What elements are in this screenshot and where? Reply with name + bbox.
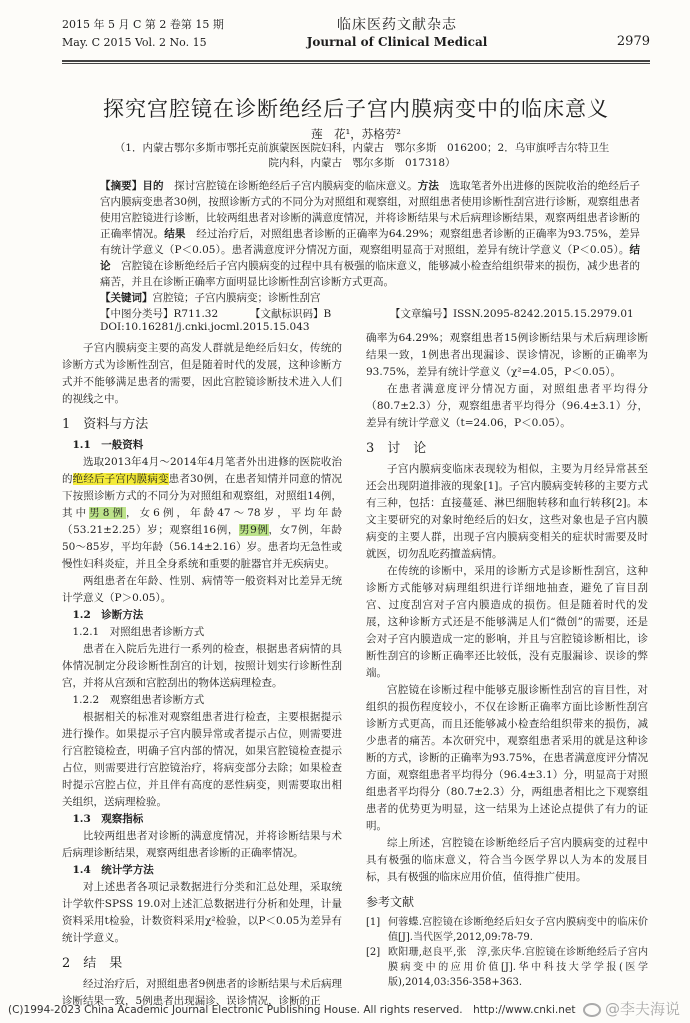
control-method-paragraph: 患者在入院后先进行一系列的检查，根据患者病情的具体情况制定分段诊断性刮宫的计划，按照计划实行诊断性刮宫，并将从宫颈和宫腔刮出的物体送病理检查。 <box>62 643 342 689</box>
section-2-heading: 2 结 果 <box>62 956 123 971</box>
reference-item <box>366 915 648 945</box>
comparison-paragraph: 两组患者在年龄、性别、病情等一般资料对比差异无统计学意义（P＞0.05）。 <box>62 575 342 604</box>
reference-text: 何蓉蝶.宫腔镜在诊断绝经后妇女子宫内膜病变中的临床价值[J].当代医学,2012,09:78-79. <box>388 917 648 943</box>
weibo-icon <box>583 1003 601 1017</box>
highlight-green-2: 男9例 <box>238 524 269 536</box>
abstract <box>100 178 640 290</box>
section-1-2-1-heading: 1.2.1 对照组患者诊断方式 <box>72 626 205 638</box>
authors: 莲 花¹，苏格劳² <box>311 127 401 141</box>
result-label: 结果 <box>164 228 186 240</box>
section-1-3-heading: 1.3 观察指标 <box>72 813 144 825</box>
results-continued: 确率为64.29%；观察组患者15例诊断结果与术后病理诊断结果一致，1例患者出现漏诊、误诊情况，诊断的正确率为93.75%，差异有统计学意义（χ²=4.05，P＜0.05）。 <box>366 332 648 378</box>
general-data-text-b: 患者30例，在患者知情并同意的情况下按照诊断方式的不同分为对照组和观察组，对照组14例，其中 <box>62 473 343 519</box>
references-heading: 参考文献 <box>366 895 415 909</box>
reference-text: 欧阳珊,赵良平,张 淳,张庆华.宫腔镜在诊断绝经后子宫内膜病变中的应用价值[J].华中科技大学学报(医学版),2014,03:356-358+363. <box>388 947 648 988</box>
statistics-paragraph: 对上述患者各项记录数据进行分类和汇总处理，采取统计学软件SPSS 19.0对上述汇总数据进行分析和处理，计量资料采用t检验，计数资料采用χ²检验，以P＜0.05为差异有统计学意义。 <box>62 881 342 944</box>
page-number: 2979 <box>616 34 650 49</box>
method-text: 选取笔者外出进修的医院收治的绝经后子宫内膜病变患者30例，按照诊断方式的不同分为对照组和观察组，对照组患者使用诊断性刮宫进行诊断，观察组患者使用宫腔镜进行诊断，比较两组患者对诊断的满意度情况，并将诊断结果与术后病理诊断结果，观察两组患者诊断的正确率情况。 <box>100 180 641 240</box>
highlight-green-1: 男8例 <box>89 507 127 519</box>
watermark <box>583 998 680 1019</box>
section-1-1-heading: 1.1 一般资料 <box>72 439 144 451</box>
general-data-text-c: ，女6例，年龄47～78岁，平均年龄（53.21±2.25）岁；观察组16例， <box>62 507 343 536</box>
general-data-paragraph <box>62 454 342 573</box>
purpose-text: 探讨宫腔镜在诊断绝经后子宫内膜病变的临床意义。 <box>174 180 418 192</box>
abstract-label: 【摘要】 <box>100 180 143 192</box>
section-1-2-heading: 1.2 诊断方法 <box>72 609 144 621</box>
reference-number: [1] <box>366 917 381 928</box>
issue-en: May. C 2015 Vol. 2 No. 15 <box>62 36 207 49</box>
reference-item <box>366 945 648 990</box>
clc-number: 【中图分类号】R711.32 <box>100 308 219 320</box>
section-1-heading: 1 资料与方法 <box>62 417 149 432</box>
section-1-4-heading: 1.4 统计学方法 <box>72 864 154 876</box>
observation-method-paragraph: 根据相关的标准对观察组患者进行检查，主要根据提示进行操作。如果提示子宫内膜异常或者提示占位，则需要进行宫腔镜检查，明确子宫内部的情况，如果宫腔镜检查提示占位，则需要进行宫腔镜治疗，将病变部分去除；如果检查时提示宫腔占位，并且伴有高度的恶性病变，则需要取出相关组织，送病理检验。 <box>62 711 342 808</box>
general-data-text-a: 选取2013年4月～2014年4月笔者外出进修的医院收治的 <box>62 456 342 485</box>
affiliation: （1．内蒙古鄂尔多斯市鄂托克前旗蒙医医院妇科，内蒙古 鄂尔多斯 016200；2．乌审旗呼吉尔特卫生院内科，内蒙古 鄂尔多斯 017318） <box>114 142 610 169</box>
discussion-paragraph-4: 综上所述，宫腔镜在诊断绝经后子宫内膜病变的过程中具有极强的临床意义，符合当今医学界以人为本的发展目标，具有极强的临床应用价值，值得推广使用。 <box>366 837 648 883</box>
left-column <box>62 340 342 1010</box>
indicators-paragraph: 比较两组患者对诊断的满意度情况，并将诊断结果与术后病理诊断结果，观察两组患者诊断的正确率情况。 <box>62 830 342 859</box>
intro-paragraph: 子宫内膜病变主要的高发人群就是绝经后妇女，传统的诊断方式为诊断性刮宫，但是随着时代的发展，这种诊断方式并不能够满足患者的需要，因此宫腔镜诊断技术进入人们的视线之中。 <box>62 342 342 405</box>
section-3-heading: 3 讨 论 <box>366 441 427 456</box>
copyright-footer: (C)1994-2023 China Academic Journal Electronic Publishing House. All rights reserved. http://www.cnki.net <box>8 1004 576 1016</box>
watermark-text: @李夫海说 <box>604 1000 680 1018</box>
purpose-label: 目的 <box>142 180 164 192</box>
section-1-2-2-heading: 1.2.2 观察组患者诊断方式 <box>72 694 205 706</box>
header-rule-thin <box>62 63 650 64</box>
keywords-label: 【关键词】 <box>100 292 153 304</box>
discussion-paragraph-1: 子宫内膜病变临床表现较为相似，主要为月经异常甚至还会出现阴道排液的现象[1]。子宫内膜病变转移的主要方式有三种，包括：直接蔓延、淋巴细胞转移和血行转移[2]。本文主要研究的对象时绝经后的妇女，这些对象也是子宫内膜病变的主要人群，出现子宫内膜病变相关的症状时需要及时就医，切勿乱吃药擅盖病情。 <box>366 463 648 560</box>
issue-cn: 2015 年 5 月 C 第 2 卷第 15 期 <box>62 18 224 31</box>
doc-code: 【文献标识码】B <box>250 308 332 320</box>
article-title: 探究宫腔镜在诊断绝经后子宫内膜病变中的临床意义 <box>103 97 609 121</box>
satisfaction-paragraph: 在患者满意度评分情况方面，对照组患者平均得分（80.7±2.3）分，观察组患者平均得分（96.4±3.1）分，差异有统计学意义（t=24.06，P＜0.05）。 <box>366 383 648 429</box>
keywords <box>100 290 640 305</box>
running-header <box>62 14 650 64</box>
conclusion-text: 宫腔镜在诊断绝经后子宫内膜病变的过程中具有极强的临床意义，能够减小检查给组织带来的损伤，减少患者的痛苦，并且在诊断正确率方面明显比诊断性刮宫诊断方式更高。 <box>100 260 641 288</box>
article-number: 【文章编号】ISSN.2095-8242.2015.15.2979.01 <box>390 308 634 320</box>
highlight-yellow: 绝经后子宫内膜病变 <box>72 473 169 485</box>
keywords-text: 宫腔镜；子宫内膜病变；诊断性刮宫 <box>152 292 321 304</box>
discussion-paragraph-3: 宫腔镜在诊断过程中能够克服诊断性刮宫的盲目性，对组织的损伤程度较小，不仅在诊断正确率方面比诊断性刮宫诊断方式更高，而且还能够减小检查给组织带来的损伤，减少患者的痛苦。本次研究中，观察组患者采用的就是这种诊断的方式，诊断的正确率为93.75%，在患者满意度评分情况方面，观察组患者平均得分（96.4±3.1）分，明显高于对照组患者平均得分（80.7±2.3）分，两组患者相比之下观察组患者的优势更为明显，这一结果为上述论点提供了有力的证明。 <box>366 684 648 832</box>
method-label: 方法 <box>417 180 439 192</box>
results-paragraph: 经过治疗后，对照组患者9例患者的诊断结果与术后病理诊断结果一致，5例患者出现漏诊、误诊情况，诊断的正 <box>62 978 342 1007</box>
doi: DOI:10.16281/j.cnki.jocml.2015.15.043 <box>100 321 310 333</box>
journal-name-en: Journal of Clinical Medical <box>306 35 488 49</box>
reference-number: [2] <box>366 947 381 958</box>
discussion-paragraph-2: 在传统的诊断中，采用的诊断方式是诊断性刮宫，这种诊断方式能够对病理组织进行详细地抽查，避免了盲目刮宫、过度刮宫对子宫内膜造成的损伤。但是随着时代的发展，这种诊断方式还是不能够满足人们“微创”的需要，还是会对子宫内膜造成一定的影响，并且与宫腔镜诊断相比，诊断性刮宫的诊断正确率还比较低，没有克服漏诊、误诊的弊端。 <box>366 565 648 679</box>
journal-name-cn: 临床医药文献杂志 <box>337 17 457 33</box>
right-column <box>366 330 648 990</box>
header-rule <box>62 60 650 62</box>
general-data-text-d: ，女7例，年龄50～85岁，平均年龄（56.14±2.16）岁。患者均无急性或慢性妇科炎症，并且全身系统和重要的脏器官并无疾病史。 <box>62 524 342 570</box>
conclusion-label: 结论 <box>100 244 640 272</box>
result-text: 经过治疗后，对照组患者诊断的正确率为64.29%；观察组患者诊断的正确率为93.75%，差异有统计学意义（P＜0.05）。患者满意度评分情况方面，观察组明显高于对照组，差异有统计学意义（P＜0.05）。 <box>100 228 641 256</box>
